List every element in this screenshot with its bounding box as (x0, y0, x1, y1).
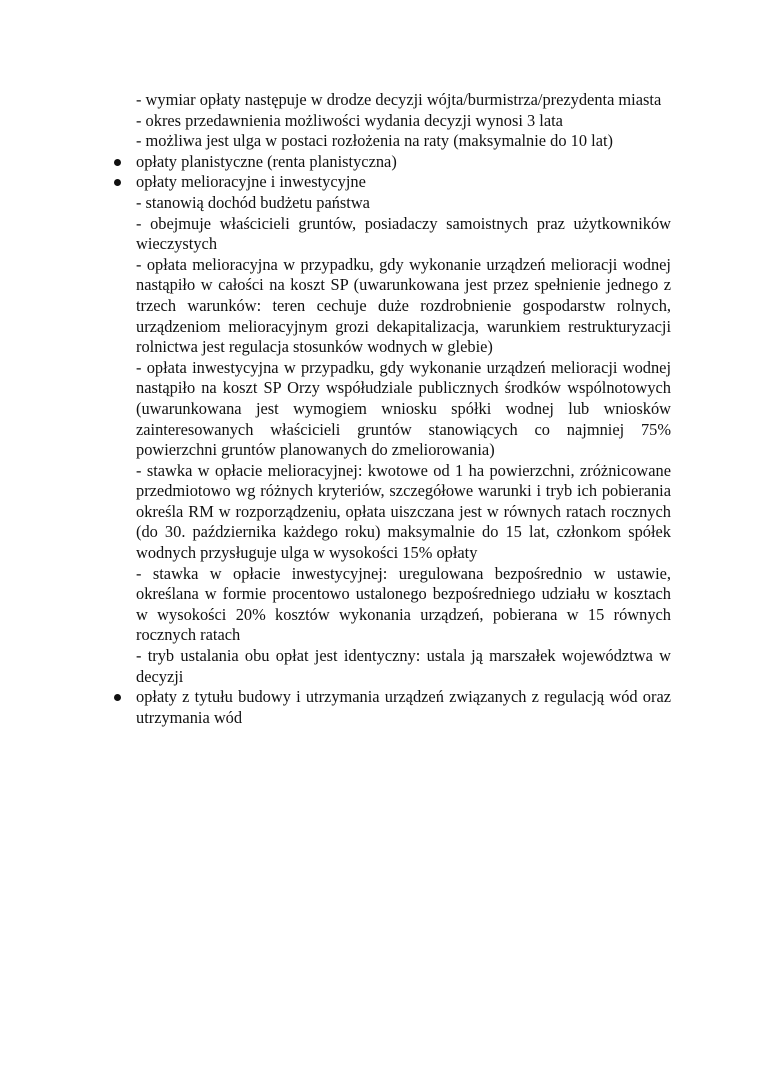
bullet-text: opłaty melioracyjne i inwestycyjne (136, 172, 366, 192)
bullet-text: opłaty z tytułu budowy i utrzymania urządzeń związanych z regulacją wód oraz utrzymania wód (136, 687, 671, 727)
bullet-icon (114, 179, 121, 186)
document-body (110, 90, 671, 728)
list-item: - stawka w opłacie inwestycyjnej: uregulowana bezpośrednio w ustawie, określana w formie procentowo ustalonego bezpośredniego udziału w kosztach w wysokości 20% kosztów wykonania urządzeń, pobierana w 15 równych rocznych ratach (136, 563, 671, 645)
list-item: - tryb ustalania obu opłat jest identyczny: ustala ją marszałek województwa w decyzji (136, 646, 671, 686)
bullet-icon (114, 694, 121, 701)
list-item: - okres przedawnienia możliwości wydania decyzji wynosi 3 lata (136, 110, 563, 130)
bullet-text: opłaty planistyczne (renta planistyczna) (136, 151, 397, 171)
bullet-melioration-fees (110, 172, 671, 687)
list-item: - opłata melioracyjna w przypadku, gdy wykonanie urządzeń melioracji wodnej nastąpiło w całości na koszt SP (uwarunkowana jest przez spełnienie jednego z trzech warunków: teren cechuje duże rozdrobnienie gospodarstw rolnych, urządzeniom melioracyjnym grozi dekapitalizacja, warunkiem restrukturyzacji rolnictwa jest regulacja stosunków wodnych w glebie) (136, 254, 671, 357)
bullet-water-regulation-fees (110, 687, 671, 728)
list-item: - opłata inwestycyjna w przypadku, gdy wykonanie urządzeń melioracji wodnej nastąpiło na koszt SP Orzy współudziale publicznych środków wspólnotowych (uwarunkowana jest wymogiem wniosku spółki wodnej lub wniosków zainteresowanych właścicieli gruntów stanowiących co najmniej 75% powierzchni gruntów planowanych do zmeliorowania) (136, 357, 671, 460)
list-item: - stawka w opłacie melioracyjnej: kwotowe od 1 ha powierzchni, zróżnicowane przedmiotowo wg różnych kryteriów, szczegółowe warunki i tryb ich pobierania określa RM w rozporządzeniu, opłata uiszczana jest w równych ratach rocznych (do 30. października każdego roku) maksymalnie do 15 lat, członkom spółek wodnych przysługuje ulga w wysokości 15% opłaty (136, 460, 671, 563)
list-item: - możliwa jest ulga w postaci rozłożenia na raty (maksymalnie do 10 lat) (136, 131, 613, 151)
list-item: - obejmuje właścicieli gruntów, posiadaczy samoistnych praz użytkowników wieczystych (136, 213, 671, 254)
list-item: - wymiar opłaty następuje w drodze decyzji wójta/burmistrza/prezydenta miasta (136, 90, 662, 109)
list-item: - stanowią dochód budżetu państwa (136, 192, 370, 212)
bullet-icon (114, 159, 121, 166)
bullet-planning-fees (110, 152, 671, 173)
intro-list (110, 90, 671, 152)
